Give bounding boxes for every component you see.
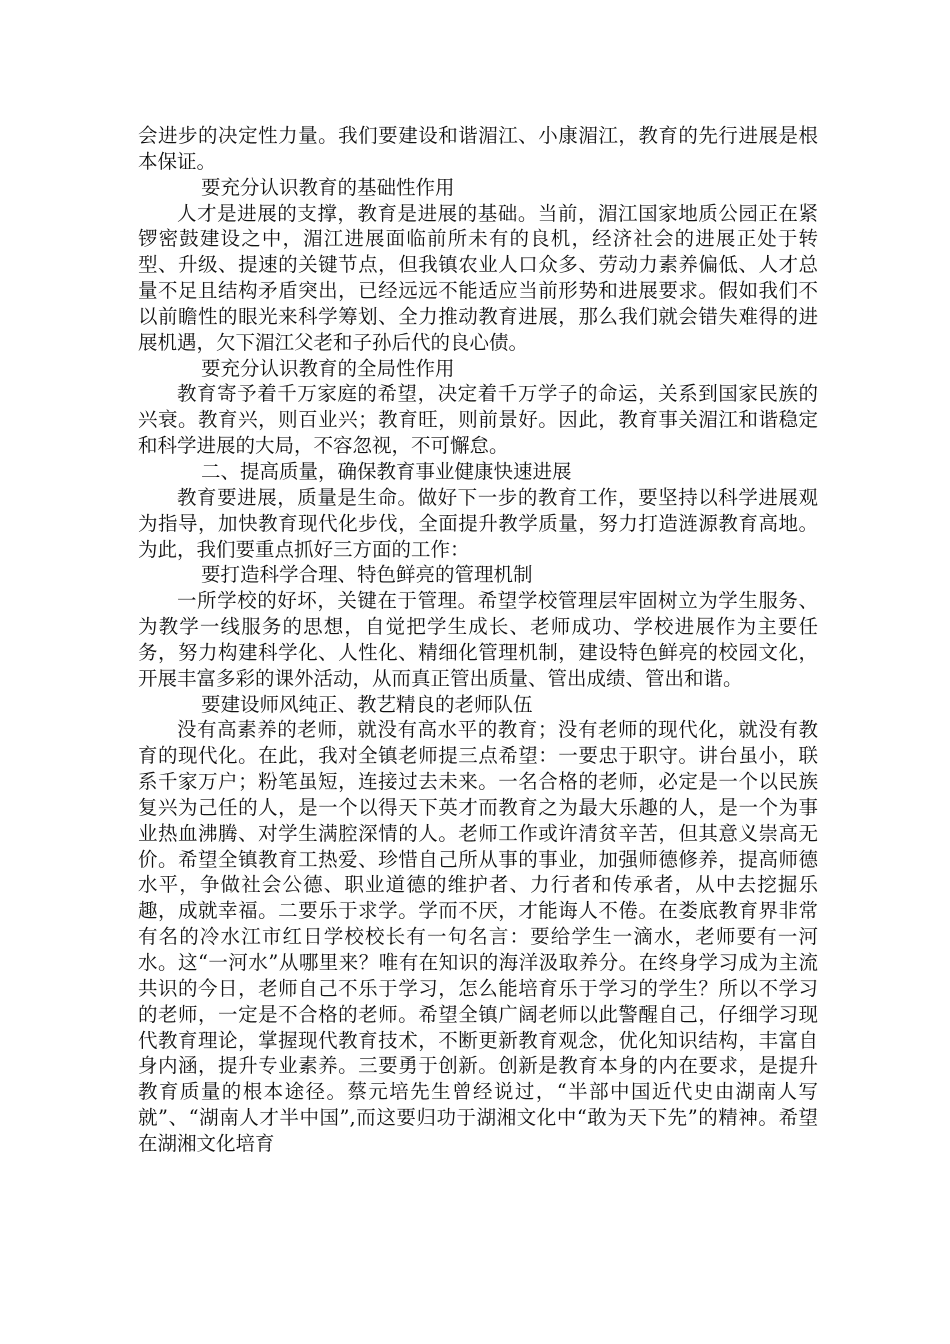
section-heading-overall-role: 要充分认识教育的全局性作用 (201, 356, 455, 380)
paragraph-teacher-hopes: 没有高素养的老师，就没有高水平的教育；没有老师的现代化，就没有教育的现代化。在此，我对全镇老师提三点希望：一要忠于职守。讲台虽小，联系千家万户；粉笔虽短，连接过去未来。一名合格的老师，必定是一个以民族复兴为己任的人，是一个以得天下英才而教育之为最大乐趣的人，是一个为事业热血沸腾、对学生满腔深情的人。老师工作或许清贫辛苦，但其意义崇高无价。希望全镇教育工热爱、珍惜自己所从事的事业，加强师德修养，提高师德水平，争做社会公德、职业道德的维护者、力行者和传承者，从中去挖掘乐趣，成就幸福。二要乐于求学。学而不厌，才能诲人不倦。在娄底教育界非常有名的冷水江市红日学校校长有一句名言：要给学生一滴水，老师要有一河水。这“一河水”从哪里来？唯有在知识的海洋汲取养分。在终身学习成为主流共识的今日，老师自己不乐于学习，怎么能培育乐于学习的学生？所以不学习的老师，一定是不合格的老师。希望全镇广阔老师以此警醒自己，仔细学习现代教育理论，掌握现代教育技术，不断更新教育观念，优化知识结构，丰富自身内涵，提升专业素养。三要勇于创新。创新是教育本身的内在要求，是提升教育质量的根本途径。蔡元培先生曾经说过，“半部中国近代史由湖南人写就”、“湖南人才半中国”,而这要归功于湖湘文化中“敢为天下先”的精神。希望在湖湘文化培育 (138, 718, 818, 1155)
section-heading-foundational-role: 要充分认识教育的基础性作用 (201, 175, 455, 199)
section-heading-management-mechanism: 要打造科学合理、特色鲜亮的管理机制 (201, 563, 533, 587)
section-heading-improve-quality: 二、提高质量，确保教育事业健康快速进展 (201, 459, 572, 483)
paragraph-school-management: 一所学校的好坏，关键在于管理。希望学校管理层牢固树立为学生服务、为教学一线服务的思想，自觉把学生成长、老师成功、学校进展作为主要任务，努力构建科学化、人性化、精细化管理机制，建设特色鲜亮的校园文化，开展丰富多彩的课外活动，从而真正管出质量、管出成绩、管出和谐。 (138, 589, 818, 690)
paragraph-talent-support: 人才是进展的支撑，教育是进展的基础。当前，湄江国家地质公园正在紧锣密鼓建设之中，湄江进展面临前所未有的良机，经济社会的进展正处于转型、升级、提速的关键节点，但我镇农业人口众多、劳动力素养偏低、人才总量不足且结构矛盾突出，已经远远不能适应当前形势和进展要求。假如我们不以前瞻性的眼光来科学筹划、全力推动教育进展，那么我们就会错失难得的进展机遇，欠下湄江父老和子孙后代的良心债。 (138, 201, 818, 354)
document-body (138, 123, 818, 1157)
paragraph-quality-is-life: 教育要进展，质量是生命。做好下一步的教育工作，要坚持以科学进展观为指导，加快教育现代化步伐，全面提升教学质量，努力打造涟源教育高地。为此，我们要重点抓好三方面的工作： (138, 485, 818, 561)
paragraph-continuation: 会进步的决定性力量。我们要建设和谐湄江、小康湄江，教育的先行进展是根本保证。 (138, 124, 818, 173)
section-heading-teacher-team: 要建设师风纯正、教艺精良的老师队伍 (201, 692, 533, 716)
paragraph-family-hopes: 教育寄予着千万家庭的希望，决定着千万学子的命运，关系到国家民族的兴衰。教育兴，则百业兴；教育旺，则前景好。因此，教育事关湄江和谐稳定和科学进展的大局，不容忽视，不可懈怠。 (138, 382, 818, 458)
